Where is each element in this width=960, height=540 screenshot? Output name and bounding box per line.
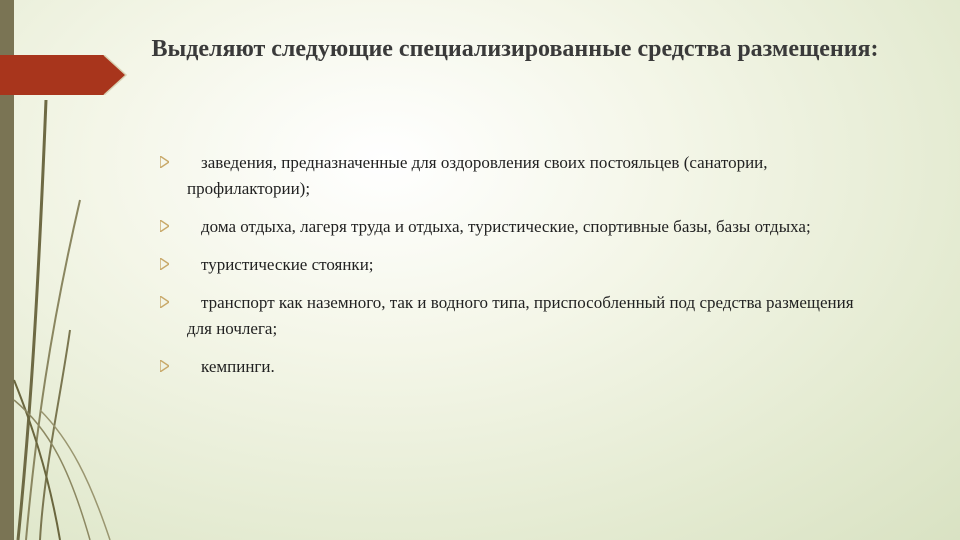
accent-arrow-tab bbox=[0, 55, 128, 95]
list-item bbox=[160, 354, 880, 380]
bullet-icon bbox=[160, 156, 169, 168]
bullet-icon bbox=[160, 296, 169, 308]
bullet-icon bbox=[160, 258, 169, 270]
list-item-text: дома отдыха, лагеря труда и отдыха, туристические, спортивные базы, базы отдыха; bbox=[201, 217, 811, 236]
list-item-text: кемпинги. bbox=[201, 357, 275, 376]
list-item bbox=[160, 252, 880, 278]
slide-title: Выделяют следующие специализированные средства размещения: bbox=[151, 36, 879, 62]
list-item bbox=[160, 150, 880, 202]
list-item-text: заведения, предназначенные для оздоровления своих постояльцев (санатории, профилактории); bbox=[187, 153, 768, 198]
list-item bbox=[160, 214, 880, 240]
list-item-text: туристические стоянки; bbox=[201, 255, 374, 274]
bullet-list bbox=[160, 150, 880, 392]
list-item-text: транспорт как наземного, так и водного типа, приспособленный под средства размещения для ночлега; bbox=[187, 293, 854, 338]
list-item bbox=[160, 290, 880, 342]
bullet-icon bbox=[160, 220, 169, 232]
bullet-icon bbox=[160, 360, 169, 372]
